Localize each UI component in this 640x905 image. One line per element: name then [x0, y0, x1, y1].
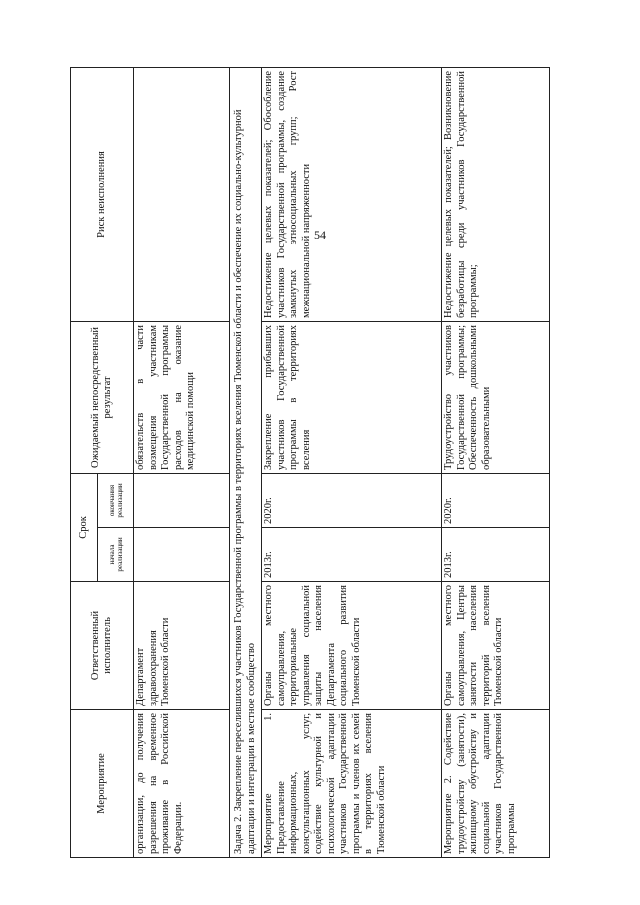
header-term-end: окончания реализации	[98, 473, 134, 527]
row2-executor: Органы местного самоуправления, Центры занятости населения территорий вселения Тюменской области	[442, 582, 550, 710]
rotated-table-container	[70, 68, 578, 858]
row0-start	[134, 528, 230, 582]
row2-result: Трудоустройство участников Государственной программы; Обеспеченность дошкольными образовательными	[442, 321, 550, 473]
row1-risk: Недостижение целевых показателей; Обособление участников Государственной программы, создание замкнутых этносоциальных групп; Рост межнациональной напряженности	[262, 67, 442, 321]
row1-result: Закрепление прибывших участников Государственной программы в территориях вселения	[262, 321, 442, 473]
header-executor: Ответственный исполнитель	[71, 582, 134, 710]
row0-measure: организации, до получения разрешения на временное проживание в Российской Федерации.	[134, 710, 230, 858]
row1-measure: Мероприятие 1. Предоставление информационных, консультационных услуг, содействие культурной и психологической адаптации участников Государственной программы и членов их семей в территориях вселения Тюменской области	[262, 710, 442, 858]
header-measure: Мероприятие	[71, 710, 134, 858]
header-term: Срок	[71, 473, 98, 581]
row2-measure: Мероприятие 2. Содействие трудоустройству (занятости), жилищному обустройству и социальной адаптации участников Государственной программы	[442, 710, 550, 858]
row2-risk: Недостижение целевых показателей; Возникновение безработицы среди участников Государственной программы;	[442, 67, 550, 321]
header-risk: Риск неисполнения	[71, 67, 134, 321]
row2-start: 2013г.	[442, 528, 550, 582]
row0-result: обязательств в части возмещения участникам Государственной программы расходов на оказание медицинской помощи	[134, 321, 230, 473]
task-row	[230, 67, 262, 857]
table-row	[134, 67, 230, 857]
task-2-heading: Задача 2. Закрепление переселившихся участников Государственной программы в территориях вселения Тюменской области и обеспечение их социально-культурной адаптации и интеграции в местное сообщество	[230, 67, 262, 857]
row0-end	[134, 473, 230, 527]
header-result: Ожидаемый непосредственный результат	[71, 321, 134, 473]
table-row	[442, 67, 550, 857]
row1-executor: Органы местного самоуправления, территориальные управления социальной защиты населения Департамента социального развития Тюменской области	[262, 582, 442, 710]
row1-start: 2013г.	[262, 528, 442, 582]
measures-table	[70, 67, 550, 858]
row0-risk	[134, 67, 230, 321]
row2-end: 2020г.	[442, 473, 550, 527]
row0-executor: Департамент здравоохранения Тюменской области	[134, 582, 230, 710]
page-number: 54	[314, 228, 326, 242]
row1-end: 2020г.	[262, 473, 442, 527]
table-row	[262, 67, 442, 857]
header-term-start: начала реализации	[98, 528, 134, 582]
